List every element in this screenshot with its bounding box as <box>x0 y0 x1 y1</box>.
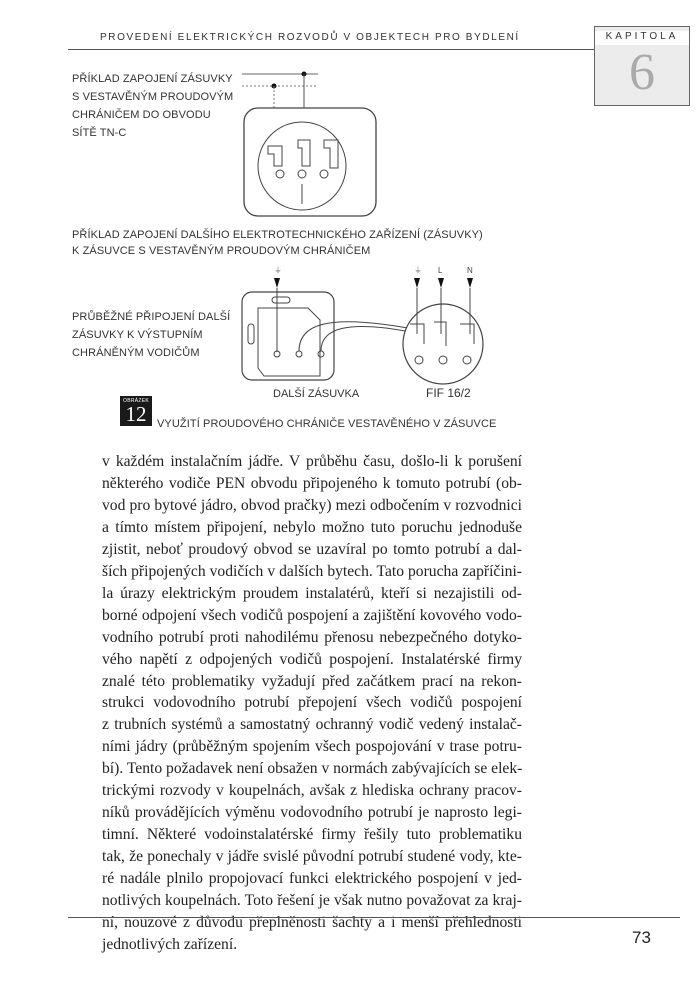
caption-line: K ZÁSUVCE S VESTAVĚNÝM PROUDOVÝM CHRÁNIČEM <box>72 245 371 257</box>
body-line: jednotlivých zařízení. <box>102 935 238 953</box>
chapter-number: 6 <box>629 44 655 101</box>
caption-line: PŘÍKLAD ZAPOJENÍ DALŠÍHO ELEKTROTECHNICKÉHO ZAŘÍZENÍ (ZÁSUVKY) <box>72 229 483 241</box>
body-line: vod pro bytové jádro, obvod pračky) mezi odbočením v rozvodnici <box>102 496 522 514</box>
body-line: níků provádějících výměnu vodovodního potrubí je naprosto legi- <box>102 804 522 822</box>
chapter-box <box>594 26 690 106</box>
body-line: znalé této problematiky vyžadují před začátkem prací na rekon- <box>102 672 522 690</box>
header-rule <box>68 49 595 50</box>
body-line: ní, nouzové z důvodu přeplněnosti šachty a i menší přehlednosti <box>102 914 522 932</box>
body-line: la úrazy elektrickým proudem instalatérů, kteří si nezajistili od- <box>102 584 522 602</box>
body-line: zjistit, neboť proudový obvod se uzavíral po tomto potrubí a dal- <box>102 540 522 558</box>
caption-line: PRŮBĚŽNÉ PŘIPOJENÍ DALŠÍ <box>72 311 231 323</box>
body-line: bí). Tento požadavek není obsažen v normách zabývajících se elek- <box>102 760 523 778</box>
body-line: tak, že ponechaly v jádře svislé původní potrubí studené vody, kte- <box>102 848 522 866</box>
body-line: některého vodiče PEN obvodu připojeného k tomuto potrubí (ob- <box>102 474 522 492</box>
badge-label: OBRÁZEK <box>123 398 149 404</box>
terminal-label-earth: ⏚ <box>274 266 282 275</box>
body-line: vodního potrubí proti nahodilému přenosu nebezpečného dotyko- <box>102 628 522 646</box>
body-line: v každém instalačním jádře. V průběhu času, došlo-li k porušení <box>102 453 522 470</box>
terminal-label-earth: ⏚ <box>414 266 422 275</box>
caption-line: ZÁSUVKY K VÝSTUPNÍM <box>72 329 203 341</box>
body-line: trickými rozvody v koupelnách, avšak z hlediska ochrany pracov- <box>102 782 522 800</box>
figure-caption-middle <box>72 227 492 259</box>
body-text <box>102 451 522 956</box>
figure-caption-top <box>72 70 242 142</box>
body-line: ními jádry (průběžným spojením všech pospojování v trase potru- <box>102 738 522 756</box>
body-line: z trubních systémů a samostatný ochranný vodič vedený instalač- <box>102 716 522 734</box>
caption-line: SÍTĚ TN-C <box>72 127 127 139</box>
wiring-diagram <box>238 264 498 386</box>
figure-caption-side <box>72 308 237 362</box>
body-line: ré nadále plnilo propojovací funkci elektrického pospojení v jed- <box>102 870 522 888</box>
terminal-label-neutral: N <box>467 266 473 275</box>
body-line: strukci vodovodního potrubí přepojení všech vodičů pospojení <box>102 694 522 712</box>
socket-diagram-top <box>238 66 388 218</box>
label-fif: FIF 16/2 <box>426 386 471 400</box>
body-line: notlivých koupelnách. Toto řešení je však nutno považovat za kraj- <box>102 892 522 910</box>
running-header: PROVEDENÍ ELEKTRICKÝCH ROZVODŮ V OBJEKTECH PRO BYDLENÍ <box>100 32 520 43</box>
figure-number-badge <box>120 396 152 426</box>
body-line: vého napětí z odpojených vodičů pospojení. Instalatérské firmy <box>102 650 522 668</box>
body-line: ších připojených vodičích v dalších bytech. Tato porucha zapříčini- <box>102 562 522 580</box>
chapter-label: KAPITOLA <box>595 31 689 45</box>
badge-number: 12 <box>125 402 147 426</box>
body-line: a tímto místem připojení, nebylo možno tuto poruchu jednoduše <box>102 518 522 536</box>
caption-line: CHRÁNĚNÝM VODIČŮM <box>72 347 200 359</box>
body-line: borné odpojení všech vodičů pospojení a zajištění kovového vodo- <box>102 606 522 624</box>
label-next-socket: DALŠÍ ZÁSUVKA <box>273 388 360 400</box>
body-line: timní. Některé vodoinstalatérské firmy řešily tuto problematiku <box>102 826 522 844</box>
caption-line: CHRÁNIČEM DO OBVODU <box>72 109 211 121</box>
footer-rule <box>68 917 680 918</box>
caption-line: S VESTAVĚNÝM PROUDOVÝM <box>72 91 234 103</box>
terminal-label-line: L <box>438 266 443 275</box>
page-number: 73 <box>632 928 651 947</box>
caption-line: PŘÍKLAD ZAPOJENÍ ZÁSUVKY <box>72 73 233 85</box>
figure-title: VYUŽITÍ PROUDOVÉHO CHRÁNIČE VESTAVĚNÉHO V ZÁSUVCE <box>157 418 497 430</box>
